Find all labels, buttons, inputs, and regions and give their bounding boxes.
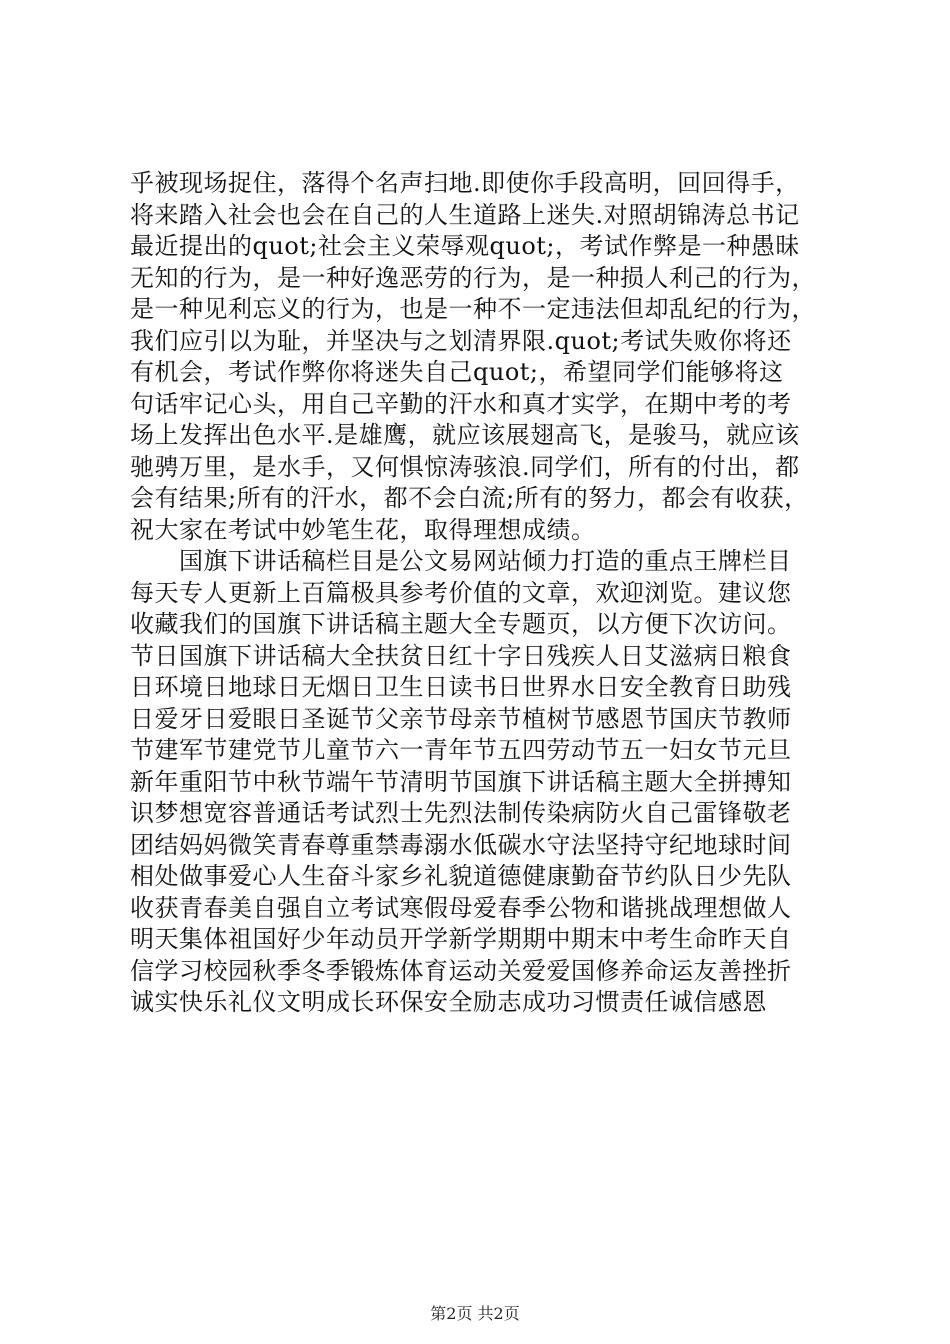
text-line: 节建军节建党节儿童节六一青年节五四劳动节五一妇女节元旦 — [130, 736, 792, 764]
text-line: 节日国旗下讲话稿大全扶贫日红十字日残疾人日艾滋病日粮食 — [130, 641, 792, 670]
text-line: 祝大家在考试中妙笔生花，取得理想成绩。 — [130, 515, 596, 544]
text-line: 诚实快乐礼仪文明成长环保安全励志成功习惯责任诚信感恩 — [130, 988, 767, 1016]
text-line: 将来踏入社会也会在自己的人生道路上迷失.对照胡锦涛总书记 — [130, 200, 800, 229]
document-body — [130, 168, 844, 1019]
text-line: 无知的行为，是一种好逸恶劳的行为，是一种损人利己的行为， — [130, 263, 816, 292]
text-line: 明天集体祖国好少年动员开学新学期期中期末中考生命昨天自 — [130, 925, 792, 953]
text-line: 是一种见利忘义的行为，也是一种不一定违法但却乱纪的行为， — [130, 295, 816, 323]
text-line: 收获青春美自强自立考试寒假母爱春季公物和谐挑战理想做人 — [130, 893, 792, 922]
text-line: 乎被现场捉住，落得个名声扫地.即使你手段高明，回回得手， — [130, 169, 800, 197]
text-line: 相处做事爱心人生奋斗家乡礼貌道德健康勤奋节约队日少先队 — [130, 862, 792, 890]
text-line: 我们应引以为耻，并坚决与之划清界限.quot;考试失败你将还 — [130, 326, 792, 355]
text-line: 场上发挥出色水平.是雄鹰，就应该展翅高飞，是骏马，就应该 — [130, 421, 800, 449]
text-line: 新年重阳节中秋节端午节清明节国旗下讲话稿主题大全拼搏知 — [130, 767, 792, 796]
text-line: 句话牢记心头，用自己辛勤的汗水和真才实学，在期中考的考 — [130, 389, 792, 418]
text-line: 团结妈妈微笑青春尊重禁毒溺水低碳水守法坚持守纪地球时间 — [130, 830, 792, 859]
text-line: 驰骋万里，是水手，又何惧惊涛骇浪.同学们，所有的付出，都 — [130, 452, 800, 481]
text-line: 会有结果;所有的汗水，都不会白流;所有的努力，都会有收获， — [130, 484, 809, 512]
text-line: 识梦想宽容普通话考试烈士先烈法制传染病防火自己雷锋敬老 — [130, 799, 792, 827]
text-line: 信学习校园秋季冬季锻炼体育运动关爱爱国修养命运友善挫折 — [130, 956, 792, 985]
text-line: 每天专人更新上百篇极具参考价值的文章，欢迎浏览。建议您 — [130, 578, 792, 607]
text-line: 收藏我们的国旗下讲话稿主题大全专题页，以方便下次访问。 — [130, 610, 792, 638]
text-line: 日爱牙日爱眼日圣诞节父亲节母亲节植树节感恩节国庆节教师 — [130, 704, 792, 733]
text-line: 有机会，考试作弊你将迷失自己quot;，希望同学们能够将这 — [130, 358, 784, 386]
page-number-footer: 第2页 共2页 — [430, 1304, 520, 1323]
text-line: 国旗下讲话稿栏目是公文易网站倾力打造的重点王牌栏目 — [130, 547, 792, 575]
text-line: 日环境日地球日无烟日卫生日读书日世界水日安全教育日助残 — [130, 673, 792, 701]
text-line: 最近提出的quot;社会主义荣辱观quot;，考试作弊是一种愚昧 — [130, 232, 800, 260]
